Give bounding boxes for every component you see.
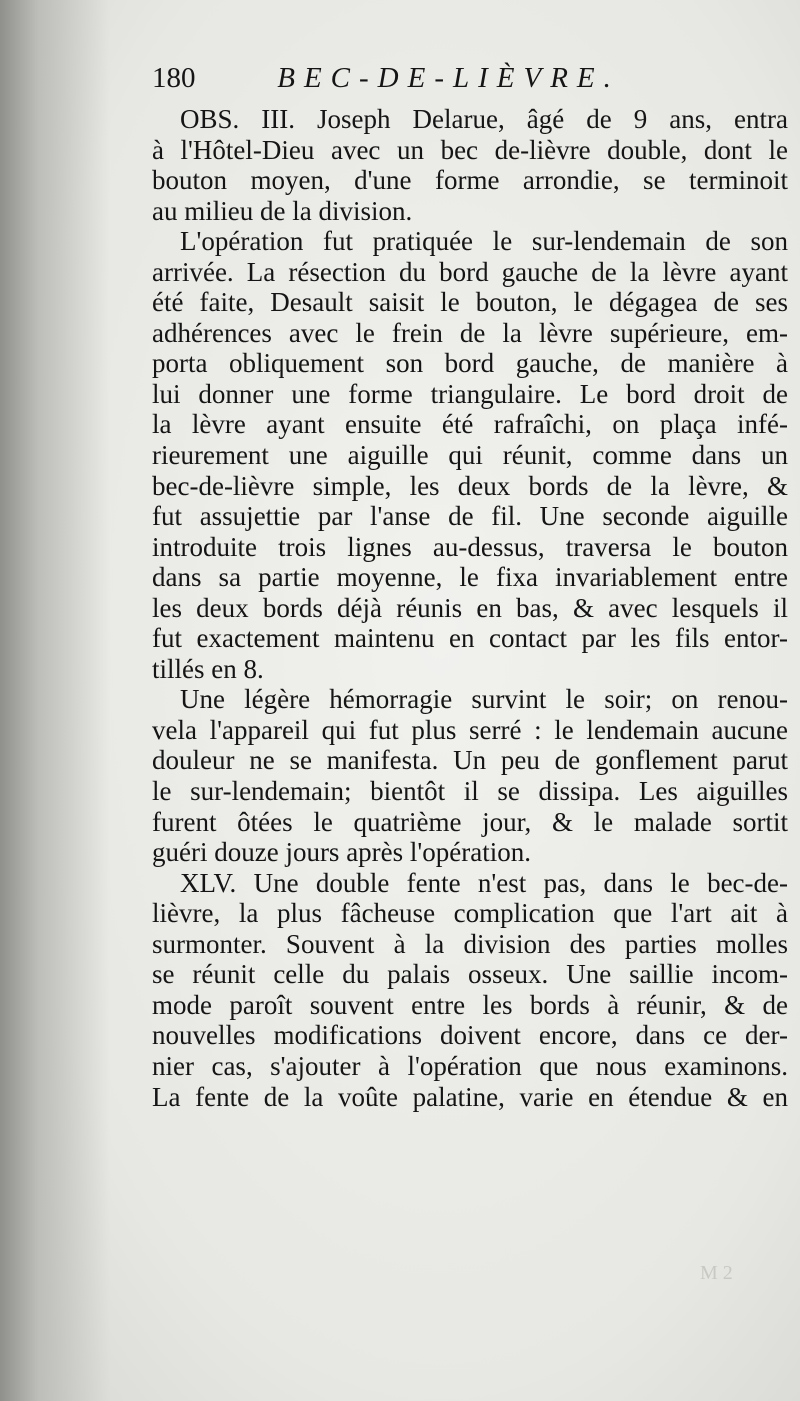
text-line: XLV. Une double fente n'est pas, dans le bec-de- — [180, 867, 788, 898]
running-title: BEC-DE-LIÈVRE. — [277, 62, 620, 94]
signature-mark: M 2 — [700, 1262, 733, 1284]
text-line: fut assujettie par l'anse de fil. Une seconde aiguille — [152, 501, 788, 532]
text-line: lui donner une forme triangulaire. Le bord droit de — [152, 378, 788, 409]
text-line: été faite, Desault saisit le bouton, le dégagea de ses — [152, 287, 788, 318]
text-line: nier cas, s'ajouter à l'opération que nous examinons. — [152, 1050, 788, 1081]
text-line: bec-de-lièvre simple, les deux bords de la lèvre, & — [152, 470, 788, 501]
text-line: introduite trois lignes au-dessus, traversa le bouton — [152, 531, 788, 562]
text-line: le sur-lendemain; bientôt il se dissipa. Les aiguilles — [152, 776, 788, 807]
text-line: guéri douze jours après l'opération. — [152, 837, 531, 868]
text-line: furent ôtées le quatrième jour, & le malade sortit — [152, 806, 788, 837]
text-line: bouton moyen, d'une forme arrondie, se terminoit — [152, 165, 788, 196]
text-line: lièvre, la plus fâcheuse complication que l'art ait à — [152, 898, 788, 929]
page-gutter-shadow — [0, 0, 110, 1401]
text-line: vela l'appareil qui fut plus serré : le lendemain aucune — [152, 714, 788, 745]
text-line: dans sa partie moyenne, le fixa invariablement entre — [152, 562, 788, 593]
text-line: L'opération fut pratiquée le sur-lendemain de son — [180, 226, 788, 257]
text-line: nouvelles modifications doivent encore, dans ce der- — [152, 1020, 788, 1051]
text-line: surmonter. Souvent à la division des parties molles — [152, 928, 788, 959]
text-line: la lèvre ayant ensuite été rafraîchi, on plaça infé- — [152, 409, 788, 440]
text-line: les deux bords déjà réunis en bas, & avec lesquels il — [152, 592, 788, 623]
text-line: mode paroît souvent entre les bords à réunir, & de — [152, 989, 788, 1020]
text-line: Une légère hémorragie survint le soir; on renou- — [180, 684, 788, 715]
text-line: adhérences avec le frein de la lèvre supérieure, em- — [152, 317, 788, 348]
text-line: à l'Hôtel-Dieu avec un bec de-lièvre double, dont le — [152, 134, 788, 165]
text-line: OBS. III. Joseph Delarue, âgé de 9 ans, entra — [180, 104, 788, 134]
text-line: porta obliquement son bord gauche, de manière à — [152, 348, 788, 379]
body-text — [152, 104, 788, 1112]
text-line: se réunit celle du palais osseux. Une saillie incom- — [152, 959, 788, 990]
running-header — [152, 60, 792, 96]
text-line: tillés en 8. — [152, 653, 264, 684]
text-line: rieurement une aiguille qui réunit, comme dans un — [152, 440, 788, 471]
text-line: arrivée. La résection du bord gauche de la lèvre ayant — [152, 256, 788, 287]
text-line: douleur ne se manifesta. Un peu de gonflement parut — [152, 745, 788, 776]
text-line: fut exactement maintenu en contact par les fils entor- — [152, 623, 788, 654]
text-line: La fente de la voûte palatine, varie en étendue & en — [152, 1081, 788, 1112]
page-number: 180 — [152, 62, 196, 94]
text-line: au milieu de la division. — [152, 195, 413, 226]
